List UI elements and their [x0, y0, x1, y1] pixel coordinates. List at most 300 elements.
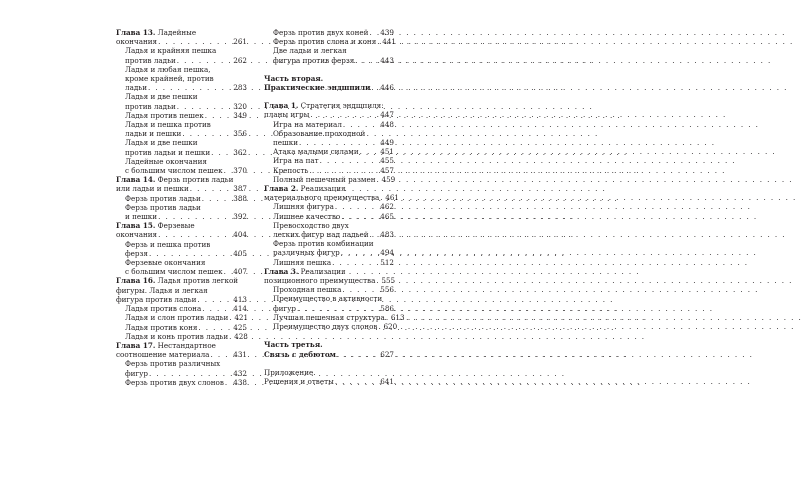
- toc-section-entry: [264, 46, 394, 64]
- toc-entry-line: [273, 129, 394, 138]
- toc-heading-label: Глава 15.: [116, 221, 156, 231]
- toc-entry-line: [264, 74, 394, 83]
- dot-leader: [341, 248, 380, 257]
- toc-page-number: 512: [380, 257, 394, 267]
- toc-entry-title: [116, 276, 238, 285]
- toc-entry-title: Ладья против коня: [125, 322, 198, 332]
- toc-entry-title: ладьи: [125, 83, 147, 93]
- dot-leader: [211, 148, 232, 157]
- toc-entry-title: [264, 350, 336, 359]
- toc-page-number: 414: [233, 304, 247, 314]
- toc-entry-title: с большим числом пешек: [125, 166, 223, 176]
- toc-chapter-entry: [116, 341, 247, 359]
- toc-heading-label: Практические эндшпили: [264, 83, 371, 93]
- toc-entry-line: [125, 258, 247, 267]
- toc-page-number: 449: [380, 138, 394, 148]
- toc-entry-line: [116, 276, 247, 285]
- toc-page-number: 555: [381, 276, 396, 286]
- dot-leader: [158, 212, 232, 221]
- toc-heading-label: Глава 3.: [264, 266, 299, 276]
- toc-entry-line: [125, 56, 247, 65]
- toc-entry-title: [264, 267, 346, 276]
- toc-entry-title: Приложение.: [264, 367, 316, 377]
- dot-leader: [210, 350, 232, 359]
- toc-page-number: 438: [233, 377, 247, 387]
- toc-entry-line: [264, 377, 394, 386]
- dot-leader: [377, 175, 381, 184]
- toc-entry-title: Крепость: [273, 165, 309, 175]
- toc-heading-title: Ферзевые: [155, 221, 195, 231]
- toc-entry-title: [264, 101, 384, 110]
- toc-page-number: 446: [380, 83, 394, 93]
- toc-entry-title: Ладейные окончания: [125, 156, 207, 166]
- toc-entry-title: Ладья и пешка против: [125, 120, 211, 130]
- toc-entry-line: [125, 46, 247, 55]
- toc-section-entry: [116, 323, 247, 332]
- toc-page-number: 405: [233, 248, 247, 258]
- toc-section-entry: [264, 166, 394, 175]
- dot-leader: [386, 313, 390, 322]
- toc-entry-title: Две ладьи и легкая: [273, 46, 347, 56]
- dot-leader: [378, 322, 382, 331]
- toc-page-number: 362: [233, 147, 247, 157]
- toc-page-number: 262: [233, 55, 247, 65]
- dot-leader: [224, 267, 233, 276]
- toc-entry-title: [116, 341, 216, 350]
- toc-entry-line: [273, 285, 394, 294]
- toc-section-entry: [116, 138, 247, 156]
- toc-section-entry: [264, 294, 394, 312]
- toc-section-entry: [116, 46, 247, 64]
- toc-page-number: 620: [383, 322, 398, 332]
- toc-heading-label: Глава 13.: [116, 28, 156, 37]
- toc-page-number: 349: [233, 110, 247, 120]
- toc-entry-line: [273, 202, 394, 211]
- toc-entry-line: [116, 350, 247, 359]
- toc-page-number: 448: [380, 119, 394, 129]
- toc-page-number: 459: [381, 174, 396, 184]
- toc-entry-title: планы игры: [264, 110, 310, 120]
- toc-page-number: 283: [233, 83, 247, 93]
- toc-entry-line: [116, 37, 247, 46]
- toc-entry-title: окончания: [116, 37, 158, 47]
- toc-entry-title: Лучшая пешечная структура: [273, 312, 385, 322]
- toc-entry-line: [125, 157, 247, 166]
- toc-entry-title: пешки: [273, 138, 299, 148]
- toc-entry-line: [116, 230, 247, 239]
- toc-chapter-entry: [116, 28, 247, 46]
- toc-entry-title: против ладьи: [125, 101, 176, 111]
- toc-entry-title: Преимущество в активности: [273, 294, 383, 304]
- toc-entry-line: [273, 248, 394, 257]
- toc-entry-title: Ферзевые окончания: [125, 258, 206, 268]
- toc-page-number: 465: [380, 211, 394, 221]
- toc-entry-title: фигуры. Ладья и легкая: [116, 285, 208, 295]
- toc-entry-title: фигура против ферзя: [273, 55, 355, 65]
- dot-leader: [360, 147, 380, 156]
- toc-page-number: 421: [234, 313, 249, 323]
- toc-entry-title: легких фигур над ладьей: [273, 230, 369, 240]
- toc-entry-line: [264, 340, 394, 349]
- toc-heading-label: Глава 16.: [116, 276, 156, 286]
- toc-entry-line: [264, 101, 394, 110]
- toc-entry-line: [116, 175, 247, 184]
- toc-entry-title: различных фигур: [273, 248, 340, 258]
- toc-page-number: 461: [385, 193, 399, 203]
- toc-entry-line: [125, 166, 247, 175]
- toc-heading-title: Нестандартное: [155, 340, 216, 350]
- toc-entry-line: [125, 240, 247, 249]
- toc-entry-title: позиционного преимущества: [264, 276, 376, 286]
- toc-section-entry: [116, 332, 247, 341]
- dot-leader: [380, 193, 384, 202]
- toc-entry-line: [125, 129, 247, 138]
- toc-page-number: 641: [380, 376, 394, 386]
- toc-section-entry: [264, 156, 394, 165]
- toc-chapter-entry: [264, 74, 394, 92]
- toc-entry-title: кроме крайней, против: [125, 74, 214, 84]
- toc-entry-line: [125, 304, 247, 313]
- toc-entry-line: [125, 83, 247, 92]
- dot-leader: [198, 323, 232, 332]
- toc-page-number: 428: [234, 331, 248, 341]
- toc-page-number: 413: [233, 294, 247, 304]
- toc-entry-title: ладьи и пешки: [125, 129, 182, 139]
- toc-section-entry: [116, 378, 247, 387]
- toc-section-entry: [264, 258, 394, 267]
- toc-entry-line: [273, 230, 394, 239]
- dot-leader: [371, 83, 379, 92]
- toc-entry-line: [125, 359, 247, 368]
- toc-chapter-entry: [116, 221, 247, 239]
- toc-heading-title: Ладейные: [155, 28, 197, 37]
- toc-chapter-entry: [264, 340, 394, 358]
- toc-entry-title: Ладья и крайняя пешка: [125, 46, 217, 56]
- toc-entry-line: [116, 221, 247, 230]
- toc-entry-line: [125, 92, 247, 101]
- toc-entry-line: [125, 323, 247, 332]
- toc-entry-line: [273, 156, 394, 165]
- dot-leader: [377, 37, 381, 46]
- toc-right-column: [264, 28, 405, 386]
- toc-page-number: 431: [233, 350, 247, 360]
- toc-page-number: 494: [380, 248, 394, 258]
- toc-entry-line: [264, 267, 394, 276]
- toc-entry-line: [273, 147, 394, 156]
- toc-entry-title: Преимущество двух слонов: [273, 322, 378, 332]
- toc-entry-title: [264, 74, 323, 83]
- toc-entry-title: Ферзь против двух коней: [273, 28, 369, 37]
- toc-entry-title: Ферзь против ладьи: [125, 193, 201, 203]
- toc-chapter-entry: [264, 368, 394, 386]
- dot-leader: [335, 202, 379, 211]
- dot-leader: [177, 102, 232, 111]
- toc-section-entry: [264, 322, 398, 332]
- toc-entry-title: Ладья против пешек: [125, 110, 204, 120]
- dot-leader: [343, 120, 379, 129]
- dot-leader: [309, 166, 379, 175]
- toc-entry-title: фигур: [125, 368, 149, 378]
- toc-heading-label: Глава 17.: [116, 340, 156, 350]
- toc-entry-line: [116, 341, 247, 350]
- toc-section-entry: [116, 258, 247, 276]
- toc-page-number: 483: [380, 230, 394, 240]
- toc-section-entry: [264, 147, 394, 156]
- toc-section-entry: [116, 359, 247, 377]
- toc-entry-line: [264, 184, 394, 193]
- toc-section-entry: [264, 175, 394, 184]
- toc-entry-title: Ферзь против двух слонов: [125, 377, 224, 387]
- toc-heading-label: Связь с дебютом: [264, 349, 336, 359]
- toc-entry-title: против ладьи и пешки: [125, 147, 211, 157]
- toc-entry-title: Ладья и любая пешка,: [125, 64, 211, 74]
- dot-leader: [182, 129, 232, 138]
- toc-section-entry: [116, 203, 247, 221]
- toc-entry-title: Лишняя пешка: [273, 257, 332, 267]
- toc-entry-line: [116, 184, 247, 193]
- toc-entry-title: с большим числом пешек: [125, 267, 223, 277]
- toc-entry-line: [273, 46, 394, 55]
- toc-section-entry: [116, 194, 247, 203]
- toc-entry-title: Ферзь против комбинации: [273, 239, 374, 249]
- toc-chapter-entry: [116, 175, 247, 193]
- toc-entry-line: [125, 369, 247, 378]
- toc-entry-title: материального преимущества: [264, 193, 380, 203]
- dot-leader: [229, 332, 233, 341]
- toc-page-number: 425: [233, 322, 247, 332]
- dot-leader: [376, 276, 380, 285]
- toc-page-number: 356: [233, 129, 247, 139]
- toc-page-number: 462: [380, 202, 394, 212]
- toc-chapter-entry: [116, 276, 247, 304]
- toc-entry-line: [125, 111, 247, 120]
- toc-page-number: 451: [380, 147, 394, 157]
- toc-entry-title: [116, 221, 195, 230]
- toc-entry-title: [116, 175, 233, 184]
- dot-leader: [224, 166, 233, 175]
- toc-entry-title: Ладья и две пешки: [125, 92, 198, 102]
- toc-heading-title: Реализация: [298, 266, 346, 276]
- toc-page-number: 432: [233, 368, 247, 378]
- toc-entry-line: [125, 120, 247, 129]
- toc-heading-title: Ладья против легкой: [155, 276, 239, 286]
- toc-entry-line: [264, 110, 394, 119]
- toc-page-number: 443: [380, 55, 394, 65]
- toc-entry-title: [116, 28, 196, 37]
- toc-section-entry: [116, 313, 247, 322]
- toc-entry-line: [125, 138, 247, 147]
- toc-entry-title: Полный пешечный размен: [273, 174, 376, 184]
- dot-leader: [341, 212, 379, 221]
- dot-leader: [202, 304, 232, 313]
- toc-entry-title: Превосходство двух: [273, 220, 349, 230]
- toc-heading-title: Реализация: [298, 184, 346, 194]
- toc-entry-title: [264, 340, 323, 349]
- toc-entry-line: [264, 350, 394, 359]
- toc-entry-title: Ферзь против ладьи: [125, 202, 201, 212]
- dot-leader: [355, 56, 379, 65]
- dot-leader: [332, 258, 379, 267]
- dot-leader: [190, 184, 233, 193]
- toc-page-number: 392: [233, 212, 247, 222]
- toc-entry-title: против ладьи: [125, 55, 176, 65]
- toc-entry-line: [125, 212, 247, 221]
- toc-heading-label: Глава 2.: [264, 184, 299, 194]
- toc-heading-title: Стратегия эндшпиля:: [298, 101, 384, 111]
- toc-chapter-entry: [264, 267, 394, 285]
- toc-entry-title: Ферзь и пешка против: [125, 239, 211, 249]
- toc-entry-line: [273, 212, 394, 221]
- toc-entry-line: [125, 102, 247, 111]
- toc-section-entry: [264, 37, 394, 46]
- toc-entry-line: [273, 294, 394, 303]
- toc-entry-title: Лишняя фигура: [273, 202, 334, 212]
- toc-entry-title: Ферзь против слона и коня: [273, 37, 377, 47]
- toc-entry-line: [125, 203, 247, 212]
- toc-section-entry: [264, 129, 394, 147]
- toc-section-entry: [264, 212, 394, 221]
- toc-entry-line: [116, 286, 247, 295]
- toc-entry-line: [264, 83, 394, 92]
- toc-page-number: 320: [233, 101, 247, 111]
- toc-entry-line: [264, 193, 399, 203]
- toc-section-entry: [264, 221, 394, 239]
- toc-page-number: 447: [380, 110, 394, 120]
- toc-section-entry: [116, 304, 247, 313]
- toc-entry-line: [125, 249, 247, 258]
- dot-leader: [297, 304, 379, 313]
- dot-leader: [320, 156, 380, 165]
- toc-entry-title: Атака малыми силами: [273, 147, 359, 157]
- toc-entry-line: [264, 368, 394, 377]
- toc-entry-title: Игра на материал: [273, 119, 342, 129]
- dot-leader: [370, 230, 380, 239]
- toc-page-number: 455: [380, 156, 394, 166]
- toc-page-number: 441: [382, 37, 396, 47]
- toc-page-number: 404: [233, 230, 247, 240]
- toc-section-entry: [264, 28, 394, 37]
- toc-entry-line: [273, 120, 394, 129]
- toc-heading-label: Глава 14.: [116, 175, 156, 185]
- toc-entry-line: [273, 258, 394, 267]
- dot-leader: [158, 230, 232, 239]
- dot-leader: [342, 285, 379, 294]
- dot-leader: [225, 378, 232, 387]
- toc-entry-line: [125, 267, 247, 276]
- dot-leader: [149, 249, 232, 258]
- toc-section-entry: [116, 111, 247, 120]
- dot-leader: [335, 377, 379, 386]
- toc-entry-line: [273, 166, 394, 175]
- toc-entry-title: соотношение материала: [116, 350, 210, 360]
- toc-entry-title: Ладья против слона: [125, 304, 202, 314]
- dot-leader: [177, 56, 232, 65]
- toc-page-number: 407: [233, 267, 247, 277]
- toc-entry-line: [273, 56, 394, 65]
- toc-entry-title: Ладья и слон против ладьи: [125, 313, 229, 323]
- toc-entry-title: Образование проходной: [273, 128, 366, 138]
- toc-entry-line: [125, 65, 247, 74]
- dot-leader: [205, 111, 233, 120]
- toc-entry-title: Решения и ответы: [264, 376, 334, 386]
- dot-leader: [149, 369, 232, 378]
- toc-chapter-entry: [264, 101, 394, 119]
- toc-page-number: 457: [380, 165, 394, 175]
- dot-leader: [148, 83, 232, 92]
- toc-page-number: 627: [380, 349, 394, 359]
- toc-section-entry: [116, 65, 247, 93]
- toc-entry-title: ферзя: [125, 248, 148, 258]
- dot-leader: [202, 194, 233, 203]
- toc-page-number: 556: [380, 285, 394, 295]
- toc-entry-line: [273, 37, 394, 46]
- toc-section-entry: [116, 240, 247, 258]
- toc-page-number: 261: [233, 37, 247, 47]
- toc-entry-title: [264, 184, 346, 193]
- toc-heading-title: Ферзь против ладьи: [155, 175, 234, 185]
- toc-entry-title: окончания: [116, 230, 158, 240]
- toc-section-entry: [116, 157, 247, 175]
- toc-entry-line: [273, 322, 398, 332]
- dot-leader: [197, 295, 232, 304]
- toc-heading-label: Часть вторая.: [264, 73, 324, 83]
- toc-entry-title: и пешки: [125, 212, 158, 222]
- toc-entry-line: [273, 175, 394, 184]
- toc-entry-line: [273, 221, 394, 230]
- toc-entry-line: [273, 138, 394, 147]
- toc-page-number: 387: [233, 184, 247, 194]
- toc-entry-title: Проходная пешка: [273, 285, 342, 295]
- dot-leader: [369, 28, 379, 37]
- toc-entry-line: [273, 28, 394, 37]
- toc-page-number: 388: [233, 193, 247, 203]
- toc-entry-line: [116, 28, 247, 37]
- toc-entry-line: [125, 74, 247, 83]
- toc-section-entry: [264, 120, 394, 129]
- toc-entry-line: [273, 312, 405, 322]
- toc-page-number: 439: [380, 28, 394, 37]
- toc-section-entry: [264, 312, 405, 322]
- dot-leader: [310, 110, 379, 119]
- toc-entry-title: Ладья и конь против ладьи: [125, 331, 229, 341]
- dot-leader: [337, 350, 379, 359]
- toc-entry-title: фигур: [273, 303, 297, 313]
- dot-leader: [299, 138, 379, 147]
- toc-section-entry: [264, 285, 394, 294]
- toc-section-entry: [264, 202, 394, 211]
- dot-leader: [158, 37, 232, 46]
- toc-section-entry: [116, 120, 247, 138]
- toc-page-number: 586: [380, 303, 394, 313]
- toc-entry-title: Игра на пат: [273, 156, 319, 166]
- toc-entry-title: фигура против ладьи: [116, 294, 197, 304]
- toc-entry-line: [125, 332, 247, 341]
- toc-page-number: 613: [390, 312, 405, 322]
- toc-entry-line: [116, 295, 247, 304]
- toc-entry-line: [125, 313, 247, 322]
- toc-heading-label: Часть третья.: [264, 340, 323, 350]
- toc-entry-title: Ферзь против различных: [125, 359, 221, 369]
- toc-entry-title: [264, 83, 370, 92]
- toc-heading-label: Глава 1.: [264, 101, 299, 111]
- toc-entry-line: [125, 378, 247, 387]
- toc-page-number: 370: [233, 166, 247, 176]
- toc-section-entry: [264, 239, 394, 257]
- toc-entry-line: [264, 276, 394, 285]
- toc-chapter-entry: [264, 184, 399, 203]
- toc-entry-title: Ладья и две пешки: [125, 138, 198, 148]
- dot-leader: [229, 313, 233, 322]
